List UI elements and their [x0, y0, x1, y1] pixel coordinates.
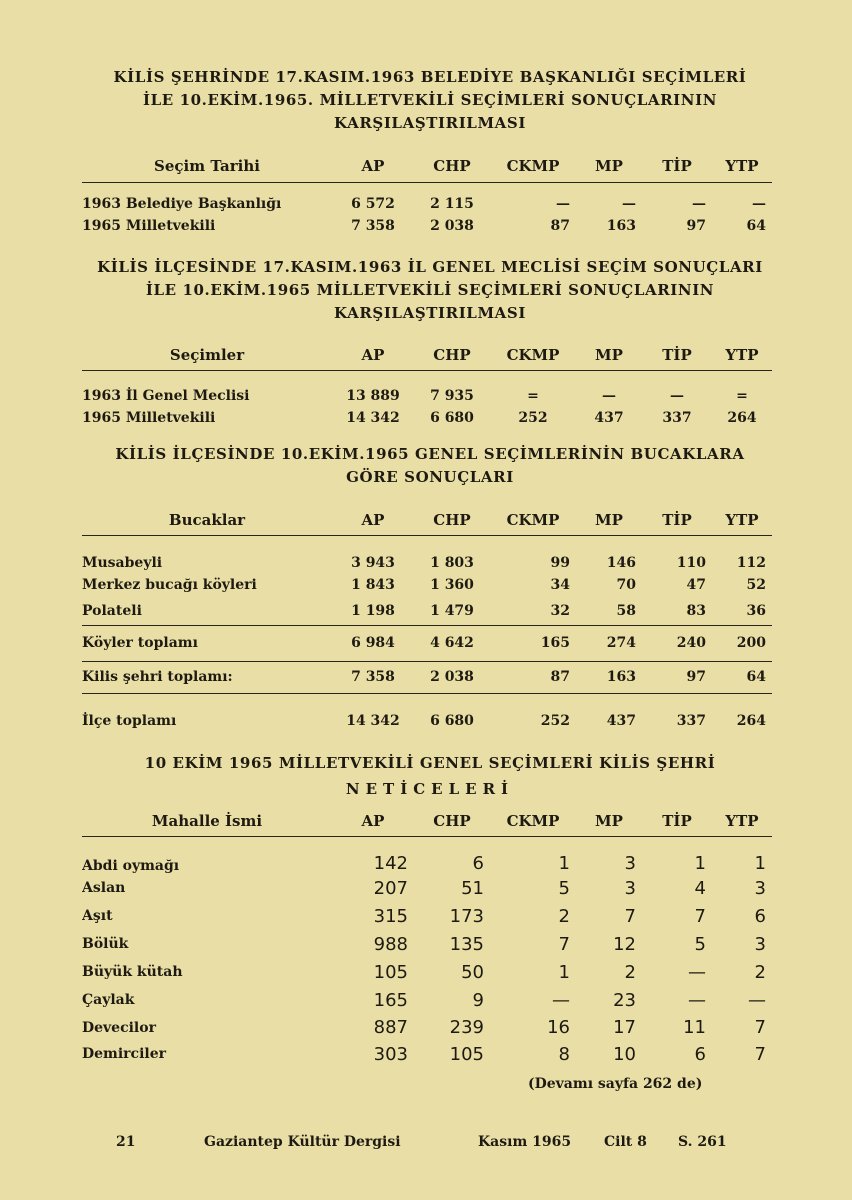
column-header: CHP — [414, 340, 490, 370]
table-row: Çaylak 165 9 — 23 — — — [82, 989, 766, 1011]
table-row: Demirciler 303 105 8 10 6 7 — [82, 1043, 766, 1065]
column-header: CKMP — [490, 340, 576, 370]
table-row: 1965 Milletvekili 7 358 2 038 87 163 97 64 — [82, 218, 766, 234]
section3-heading — [60, 443, 800, 489]
column-header: CHP — [414, 505, 490, 535]
column-header: Seçim Tarihi — [82, 150, 332, 182]
table-row: Abdi oymağı 142 6 1 3 1 1 — [82, 853, 766, 874]
table-row: Büyük kütah 105 50 1 2 — 2 — [82, 961, 766, 983]
column-header: CHP — [414, 806, 490, 836]
heading-line: İLE 10.EKİM.1965. MİLLETVEKİLİ SEÇİMLERİ SONUÇLARININ — [142, 91, 718, 109]
column-header: CKMP — [490, 505, 576, 535]
heading-line: KİLİS ŞEHRİNDE 17.KASIM.1963 BELEDİYE BAŞKANLIĞI SEÇİMLERİ — [113, 68, 747, 86]
heading-line: KİLİS İLÇESİNDE 17.KASIM.1963 İL GENEL MECLİSİ SEÇİM SONUÇLARI — [97, 258, 763, 276]
section1-table — [82, 150, 772, 240]
table-row: Kilis şehri toplamı: 7 358 2 038 87 163 97 64 — [82, 661, 772, 693]
column-header: CKMP — [490, 806, 576, 836]
heading-line: NETİCELERİ — [345, 780, 515, 798]
volume: Cilt 8 — [604, 1134, 647, 1150]
column-header: MP — [576, 806, 642, 836]
table-row: Köyler toplamı 6 984 4 642 165 274 240 200 — [82, 625, 772, 661]
table-row: Polateli 1 198 1 479 32 58 83 36 — [82, 603, 766, 620]
heading-line: GÖRE SONUÇLARI — [346, 468, 514, 486]
column-header: Mahalle İsmi — [82, 806, 332, 836]
table-row: Aşıt 315 173 2 7 7 6 — [82, 905, 766, 927]
heading-line: KARŞILAŞTIRILMASI — [334, 114, 526, 132]
table-row: 1963 İl Genel Meclisi 13 889 7 935 = — — = — [82, 388, 748, 404]
heading-line: KİLİS İLÇESİNDE 10.EKİM.1965 GENEL SEÇİMLERİNİN BUCAKLARA — [115, 445, 745, 463]
column-header: TİP — [642, 150, 712, 182]
table-row: Musabeyli 3 943 1 803 99 146 110 112 — [82, 555, 766, 571]
column-header: Bucaklar — [82, 505, 332, 535]
section2-table — [82, 340, 772, 432]
column-header: AP — [332, 150, 414, 182]
column-header: AP — [332, 505, 414, 535]
issue-date: Kasım 1965 — [478, 1134, 572, 1150]
table-row: İlçe toplamı 14 342 6 680 252 437 337 264 — [82, 693, 772, 737]
column-header: AP — [332, 806, 414, 836]
journal-name: Gaziantep Kültür Dergisi — [204, 1134, 401, 1150]
section4-table — [82, 806, 772, 1067]
column-header: TİP — [642, 806, 712, 836]
section2-heading — [60, 256, 800, 325]
section4-heading — [60, 750, 800, 802]
column-header: MP — [576, 340, 642, 370]
column-header: MP — [576, 150, 642, 182]
column-header: YTP — [712, 150, 772, 182]
table-row: 1965 Milletvekili 14 342 6 680 252 437 337 264 — [82, 410, 757, 426]
issue-number: S. 261 — [678, 1134, 727, 1150]
heading-line: İLE 10.EKİM.1965 MİLLETVEKİLİ SEÇİMLERİ SONUÇLARININ — [145, 281, 715, 299]
section1-heading — [60, 66, 800, 135]
table-row: Merkez bucağı köyleri 1 843 1 360 34 70 47 52 — [82, 576, 766, 593]
column-header: YTP — [712, 340, 772, 370]
table-row: 1963 Belediye Başkanlığı 6 572 2 115 — — — — — [82, 196, 766, 212]
table-row: Aslan 207 51 5 3 4 3 — [82, 877, 766, 899]
column-header: CKMP — [490, 150, 576, 182]
column-header: YTP — [712, 806, 772, 836]
column-header: CHP — [414, 150, 490, 182]
section3-table — [82, 505, 772, 737]
page-number: 21 — [116, 1134, 136, 1150]
table-row: Devecilor 887 239 16 17 11 7 — [82, 1017, 766, 1038]
heading-line: KARŞILAŞTIRILMASI — [334, 304, 526, 322]
column-header: AP — [332, 340, 414, 370]
table-row: Bölük 988 135 7 12 5 3 — [82, 933, 766, 955]
column-header: TİP — [642, 340, 712, 370]
column-header: TİP — [642, 505, 712, 535]
column-header: YTP — [712, 505, 772, 535]
column-header: MP — [576, 505, 642, 535]
continuation-note: (Devamı sayfa 262 de) — [528, 1076, 703, 1092]
heading-line: 10 EKİM 1965 MİLLETVEKİLİ GENEL SEÇİMLERİ KİLİS ŞEHRİ — [144, 754, 716, 772]
column-header: Seçimler — [82, 340, 332, 370]
